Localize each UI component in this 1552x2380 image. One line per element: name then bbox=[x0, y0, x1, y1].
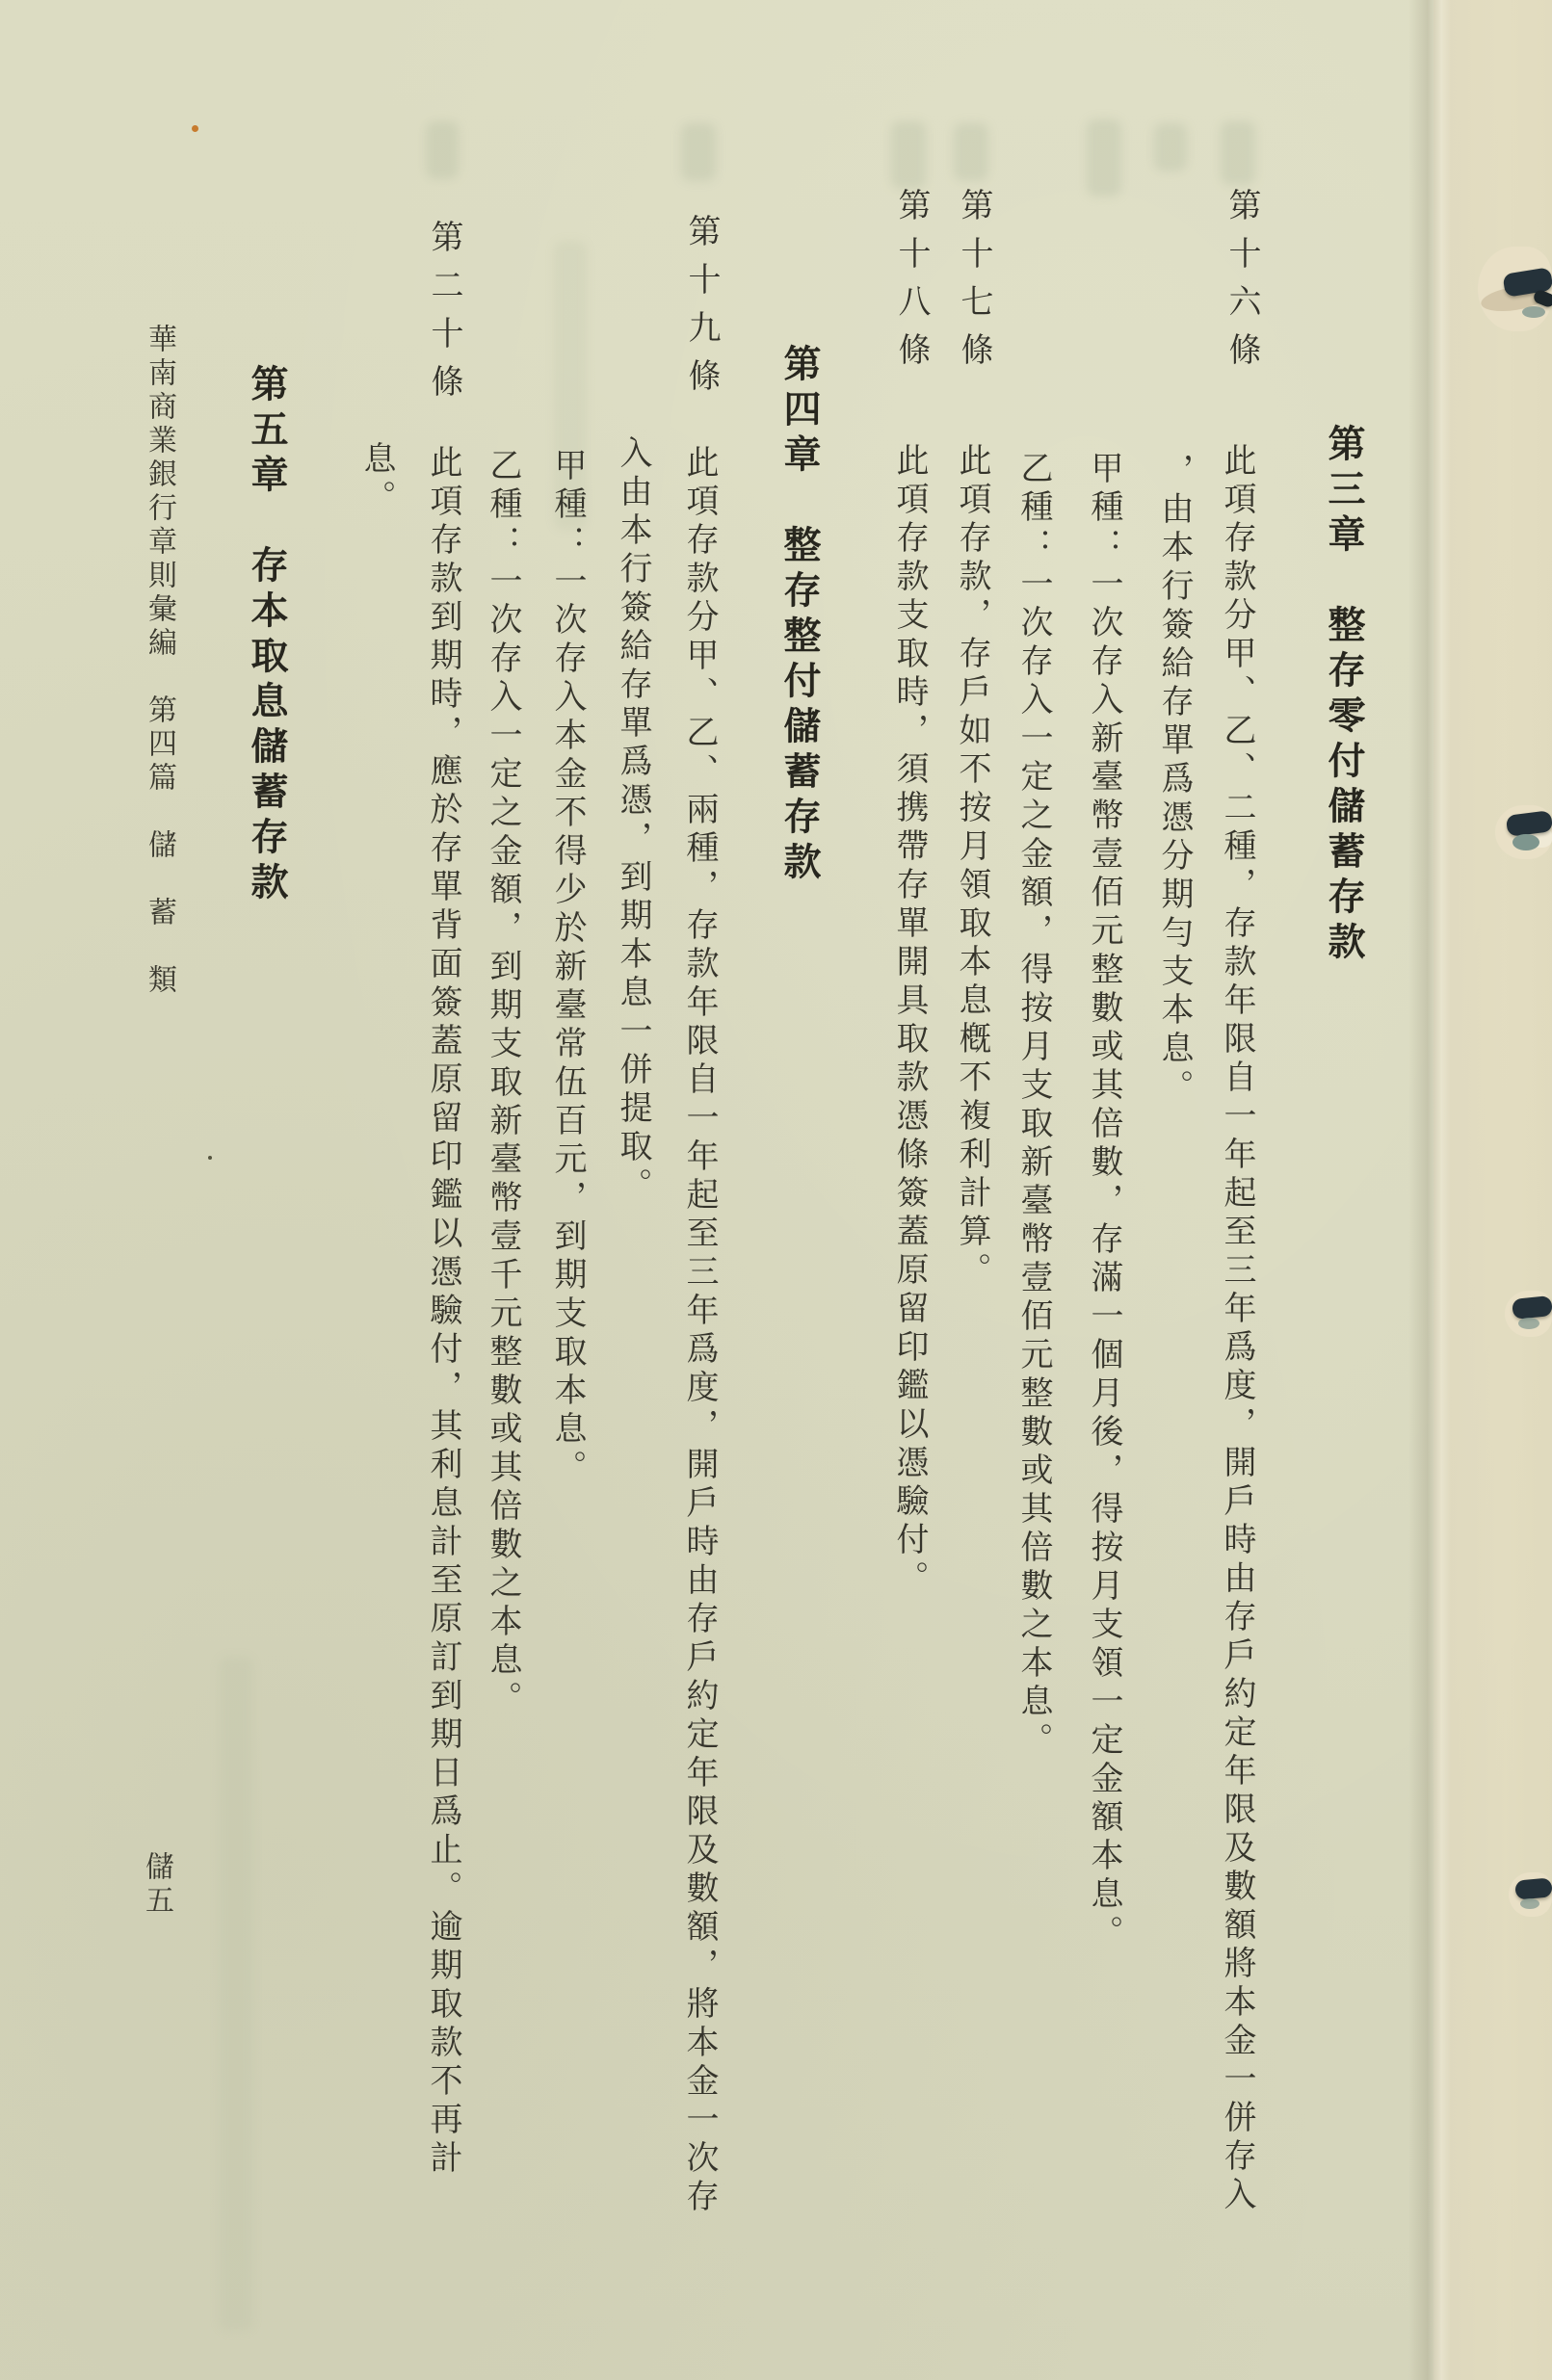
chapter5-heading: 第五章 存本取息儲蓄存款 bbox=[246, 364, 287, 907]
ghost-smudge bbox=[1087, 119, 1121, 196]
article16-body-column-2: ，由本行簽給存單爲憑分期勻支本息。 bbox=[1156, 453, 1192, 1108]
page-crease bbox=[1408, 0, 1451, 2380]
article20-number: 第二十條 bbox=[426, 220, 461, 412]
article17-body: 此項存款，存戶如不按月領取本息槪不複利計算。 bbox=[954, 443, 989, 1291]
ghost-smudge bbox=[891, 121, 926, 189]
paper-speck bbox=[192, 125, 198, 132]
article19-item-b: 乙種：一次存入一定之金額，到期支取新臺幣壹千元整數或其倍數之本息。 bbox=[485, 448, 520, 1719]
article20-body-column-1: 此項存款到期時，應於存單背面簽蓋原留印鑑以憑驗付，其利息計至原訂到期日爲止。逾期取款不再計 bbox=[425, 445, 460, 2179]
page-right-edge bbox=[1434, 0, 1552, 2380]
ghost-smudge bbox=[426, 121, 459, 179]
article16-item-a: 甲種：一次存入新臺幣壹佰元整數或其倍數，存滿一個月後，得按月支領一定金額本息。 bbox=[1086, 451, 1121, 1953]
article16-item-b: 乙種：一次存入一定之金額，得按月支取新臺幣壹佰元整數或其倍數之本息。 bbox=[1015, 451, 1051, 1761]
ghost-smudge bbox=[681, 123, 716, 181]
binding-cord-icon bbox=[1514, 1877, 1552, 1899]
article16-number: 第十六條 bbox=[1223, 188, 1259, 380]
article19-item-a: 甲種：一次存入本金不得少於新臺常伍百元，到期支取本息。 bbox=[549, 448, 585, 1488]
article18-number: 第十八條 bbox=[893, 188, 929, 380]
margin-header: 華南商業銀行章則彙編 第四篇 儲 蓄 類 bbox=[144, 324, 175, 998]
article19-body-column-2: 入由本行簽給存單爲憑，到期本息一併提取。 bbox=[615, 435, 650, 1206]
paper-stain bbox=[219, 1657, 253, 2331]
ghost-smudge bbox=[954, 123, 988, 181]
article18-body: 此項存款支取時，須携帶存單開具取款憑條簽蓋原留印鑑以憑驗付。 bbox=[891, 443, 927, 1599]
ghost-smudge bbox=[1221, 121, 1255, 185]
ghost-smudge bbox=[1154, 123, 1187, 171]
article17-number: 第十七條 bbox=[956, 188, 991, 380]
article20-body-column-2: 息。 bbox=[358, 441, 394, 518]
article19-number: 第十九條 bbox=[683, 214, 719, 406]
paper-speck bbox=[208, 1156, 212, 1160]
article19-body-column-1: 此項存款分甲、乙、兩種，存款年限自一年起至三年爲度，開戶時由存戶約定年限及數額，將本金一次存 bbox=[681, 445, 717, 2217]
page-marker: 儲五 bbox=[141, 1851, 172, 1919]
chapter3-heading: 第三章 整存零付儲蓄存款 bbox=[1323, 424, 1364, 967]
article16-body-column-1: 此項存款分甲、乙、二種，存款年限自一年起至三年爲度，開戶時由存戶約定年限及數額將本金一併存入 bbox=[1219, 443, 1254, 2215]
chapter4-heading: 第四章 整存整付儲蓄存款 bbox=[778, 344, 820, 887]
